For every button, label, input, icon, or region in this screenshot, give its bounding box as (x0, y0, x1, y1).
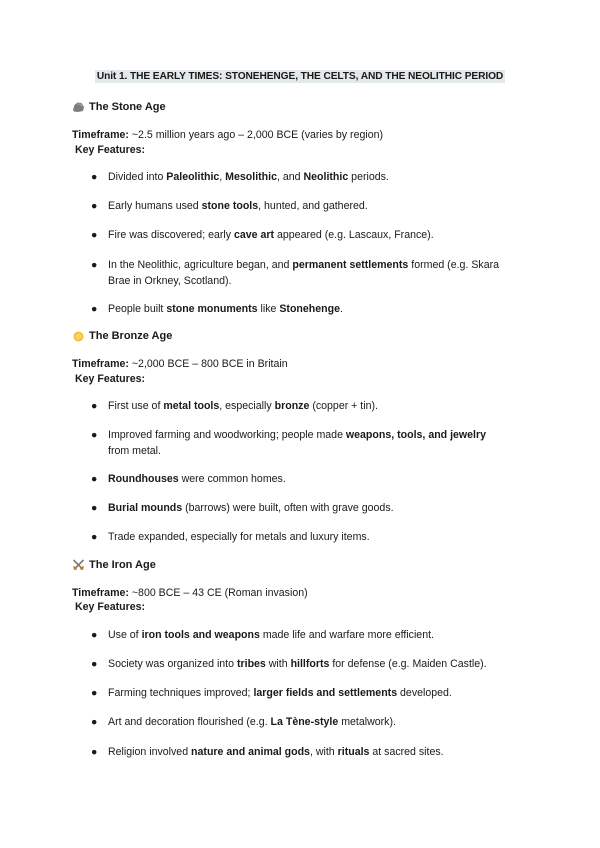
bullet-dot: ● (91, 259, 98, 271)
bronze-medal-icon (72, 330, 85, 342)
bullet-dot: ● (91, 171, 98, 183)
iron-timeframe (72, 587, 308, 599)
list-item-text: Divided into Paleolithic, Mesolithic, and Neolithic periods. (108, 171, 389, 183)
bullet-dot: ● (91, 716, 98, 728)
timeframe-value: ~2.5 million years ago – 2,000 BCE (varies by region) (131, 129, 384, 141)
timeframe-value: ~800 BCE – 43 CE (Roman invasion) (131, 587, 308, 599)
list-item-text: Burial mounds (barrows) were built, often with grave goods. (108, 502, 394, 514)
bronze-key-features-label: Key Features: (75, 373, 146, 385)
bullet-dot: ● (91, 687, 98, 699)
title-wrap (0, 70, 600, 83)
stone-timeframe (72, 129, 383, 141)
list-item-text: Fire was discovered; early cave art appeared (e.g. Lascaux, France). (108, 229, 434, 241)
list-item-text: Early humans used stone tools, hunted, and gathered. (108, 200, 368, 212)
list-item-text: Farming techniques improved; larger fields and settlements developed. (108, 687, 452, 699)
bronze-age-heading (72, 330, 172, 342)
list-item-text: People built stone monuments like Stonehenge. (108, 303, 343, 315)
bullet-dot: ● (91, 629, 98, 641)
bullet-dot: ● (91, 400, 98, 412)
iron-age-heading (72, 559, 156, 571)
bullet-dot: ● (91, 502, 98, 514)
iron-age-title: The Iron Age (89, 559, 156, 571)
timeframe-label: Timeframe: (72, 587, 129, 599)
list-item-text: Trade expanded, especially for metals and luxury items. (108, 531, 370, 543)
list-item-text: In the Neolithic, agriculture began, and permanent settlements formed (e.g. Skara Brae in Orkney, Scotland). (108, 259, 500, 287)
bronze-timeframe (72, 358, 288, 370)
bullet-dot: ● (91, 473, 98, 485)
list-item-text: Use of iron tools and weapons made life and warfare more efficient. (108, 629, 434, 641)
bronze-age-title: The Bronze Age (89, 330, 173, 342)
stone-age-heading (72, 101, 166, 113)
bullet-dot: ● (91, 746, 98, 758)
bullet-dot: ● (91, 658, 98, 670)
stone-key-features-label: Key Features: (75, 144, 146, 156)
list-item-text: Roundhouses were common homes. (108, 473, 286, 485)
bullet-dot: ● (91, 429, 98, 441)
list-item-text: Art and decoration flourished (e.g. La Tène-style metalwork). (108, 716, 396, 728)
crossed-swords-icon (72, 559, 85, 571)
list-item-text: Society was organized into tribes with hillforts for defense (e.g. Maiden Castle). (108, 658, 487, 670)
list-item-text: First use of metal tools, especially bronze (copper + tin). (108, 400, 378, 412)
timeframe-label: Timeframe: (72, 129, 129, 141)
page-title: Unit 1. THE EARLY TIMES: STONEHENGE, THE CELTS, AND THE NEOLITHIC PERIOD (96, 71, 504, 82)
timeframe-label: Timeframe: (72, 358, 129, 370)
rock-icon (72, 101, 85, 113)
bullet-dot: ● (91, 200, 98, 212)
bullet-dot: ● (91, 303, 98, 315)
list-item-text: Religion involved nature and animal gods, with rituals at sacred sites. (108, 746, 444, 758)
list-item-text: Improved farming and woodworking; people made weapons, tools, and jewelry from metal. (108, 429, 487, 457)
bullet-dot: ● (91, 229, 98, 241)
iron-key-features-label: Key Features: (75, 601, 146, 613)
timeframe-value: ~2,000 BCE – 800 BCE in Britain (131, 358, 288, 370)
bullet-dot: ● (91, 531, 98, 543)
stone-age-title: The Stone Age (89, 101, 166, 113)
